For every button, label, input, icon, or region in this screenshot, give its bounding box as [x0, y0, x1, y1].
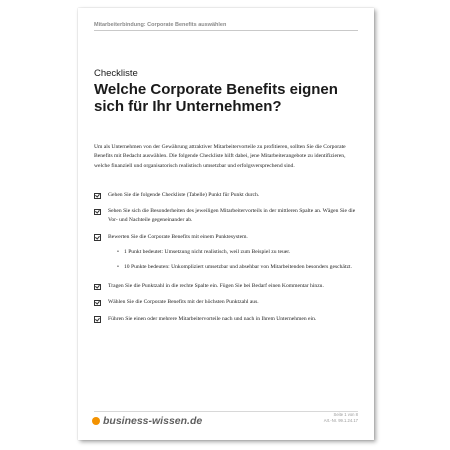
sublist-item: [108, 248, 356, 257]
logo-dot-icon: [92, 417, 100, 425]
document-page: [78, 8, 374, 440]
document-title: Welche Corporate Benefits eignen sich für Ihr Unternehmen?: [94, 81, 338, 115]
article-number: Art.-Nr. 99.1.24.17: [323, 418, 358, 423]
page-info: [324, 412, 358, 424]
footer-divider: [94, 411, 358, 412]
checkbox-icon: [94, 300, 101, 307]
logo-text: business-wissen.de: [103, 415, 203, 427]
checklist-item-text: Sehen Sie sich die Besonderheiten des jeweiligen Mitarbeitervorteils in der mittleren Spalte an. Wägen Sie die Vor- und Nachteile gegeneinander ab.: [108, 208, 356, 224]
running-header: Mitarbeiterbindung: Corporate Benefits auswählen: [94, 22, 227, 28]
sublist-item: [108, 263, 356, 272]
checklist-item-text: Bewerten Sie die Corporate Benefits mit einem Punktesystem.: [108, 233, 248, 240]
document-kicker: Checkliste: [94, 68, 138, 79]
sublist-item-text: 10 Punkte bedeuten: Unkompliziert umsetzbar und absehbar von Mitarbeitenden besonders geschätzt.: [124, 264, 352, 271]
sublist-item-text: 1 Punkt bedeutet: Umsetzung nicht realistisch, weil zum Beispiel zu teuer.: [124, 248, 291, 255]
checklist-item: [94, 207, 356, 225]
checklist-item: [94, 233, 356, 273]
checklist: [94, 191, 356, 331]
bullet-icon: •: [117, 264, 119, 271]
checklist-item-text: Tragen Sie die Punktzahl in die rechte Spalte ein. Fügen Sie bei Bedarf einen Kommentar hinzu.: [108, 283, 324, 290]
checkbox-icon: [94, 284, 101, 291]
bullet-icon: •: [117, 248, 119, 255]
checklist-item-text: Wählen Sie die Corporate Benefits mit der höchsten Punktzahl aus.: [108, 299, 259, 306]
intro-paragraph: Um als Unternehmen von der Gewährung attraktiver Mitarbeitervorteile zu profitieren, sollten Sie die Corporate Benefits mit Bedacht auswählen. Die folgende Checkliste hilft dabei, jene Mitarbeiterangebote zu identifizieren, welche finanziell und organisatorisch realistisch umsetzbar und erfolgsversprechend sind.: [94, 144, 346, 169]
business-wissen-logo: [92, 415, 202, 429]
checkbox-icon: [94, 193, 101, 200]
checklist-item: [94, 298, 356, 307]
header-divider: [94, 30, 358, 31]
checklist-item: [94, 282, 356, 291]
checklist-item-text: Führen Sie einen oder mehrere Mitarbeitervorteile nach und nach in Ihrem Unternehmen ein.: [108, 315, 317, 322]
checkbox-icon: [94, 316, 101, 323]
checkbox-icon: [94, 234, 101, 241]
checklist-item: [94, 315, 356, 324]
checklist-item-text: Gehen Sie die folgende Checkliste (Tabelle) Punkt für Punkt durch.: [108, 192, 260, 198]
checkbox-icon: [94, 209, 101, 216]
page-number: Seite 1 von 8: [333, 412, 358, 417]
checklist-item: [94, 191, 356, 200]
scoring-sublist: [108, 248, 356, 272]
